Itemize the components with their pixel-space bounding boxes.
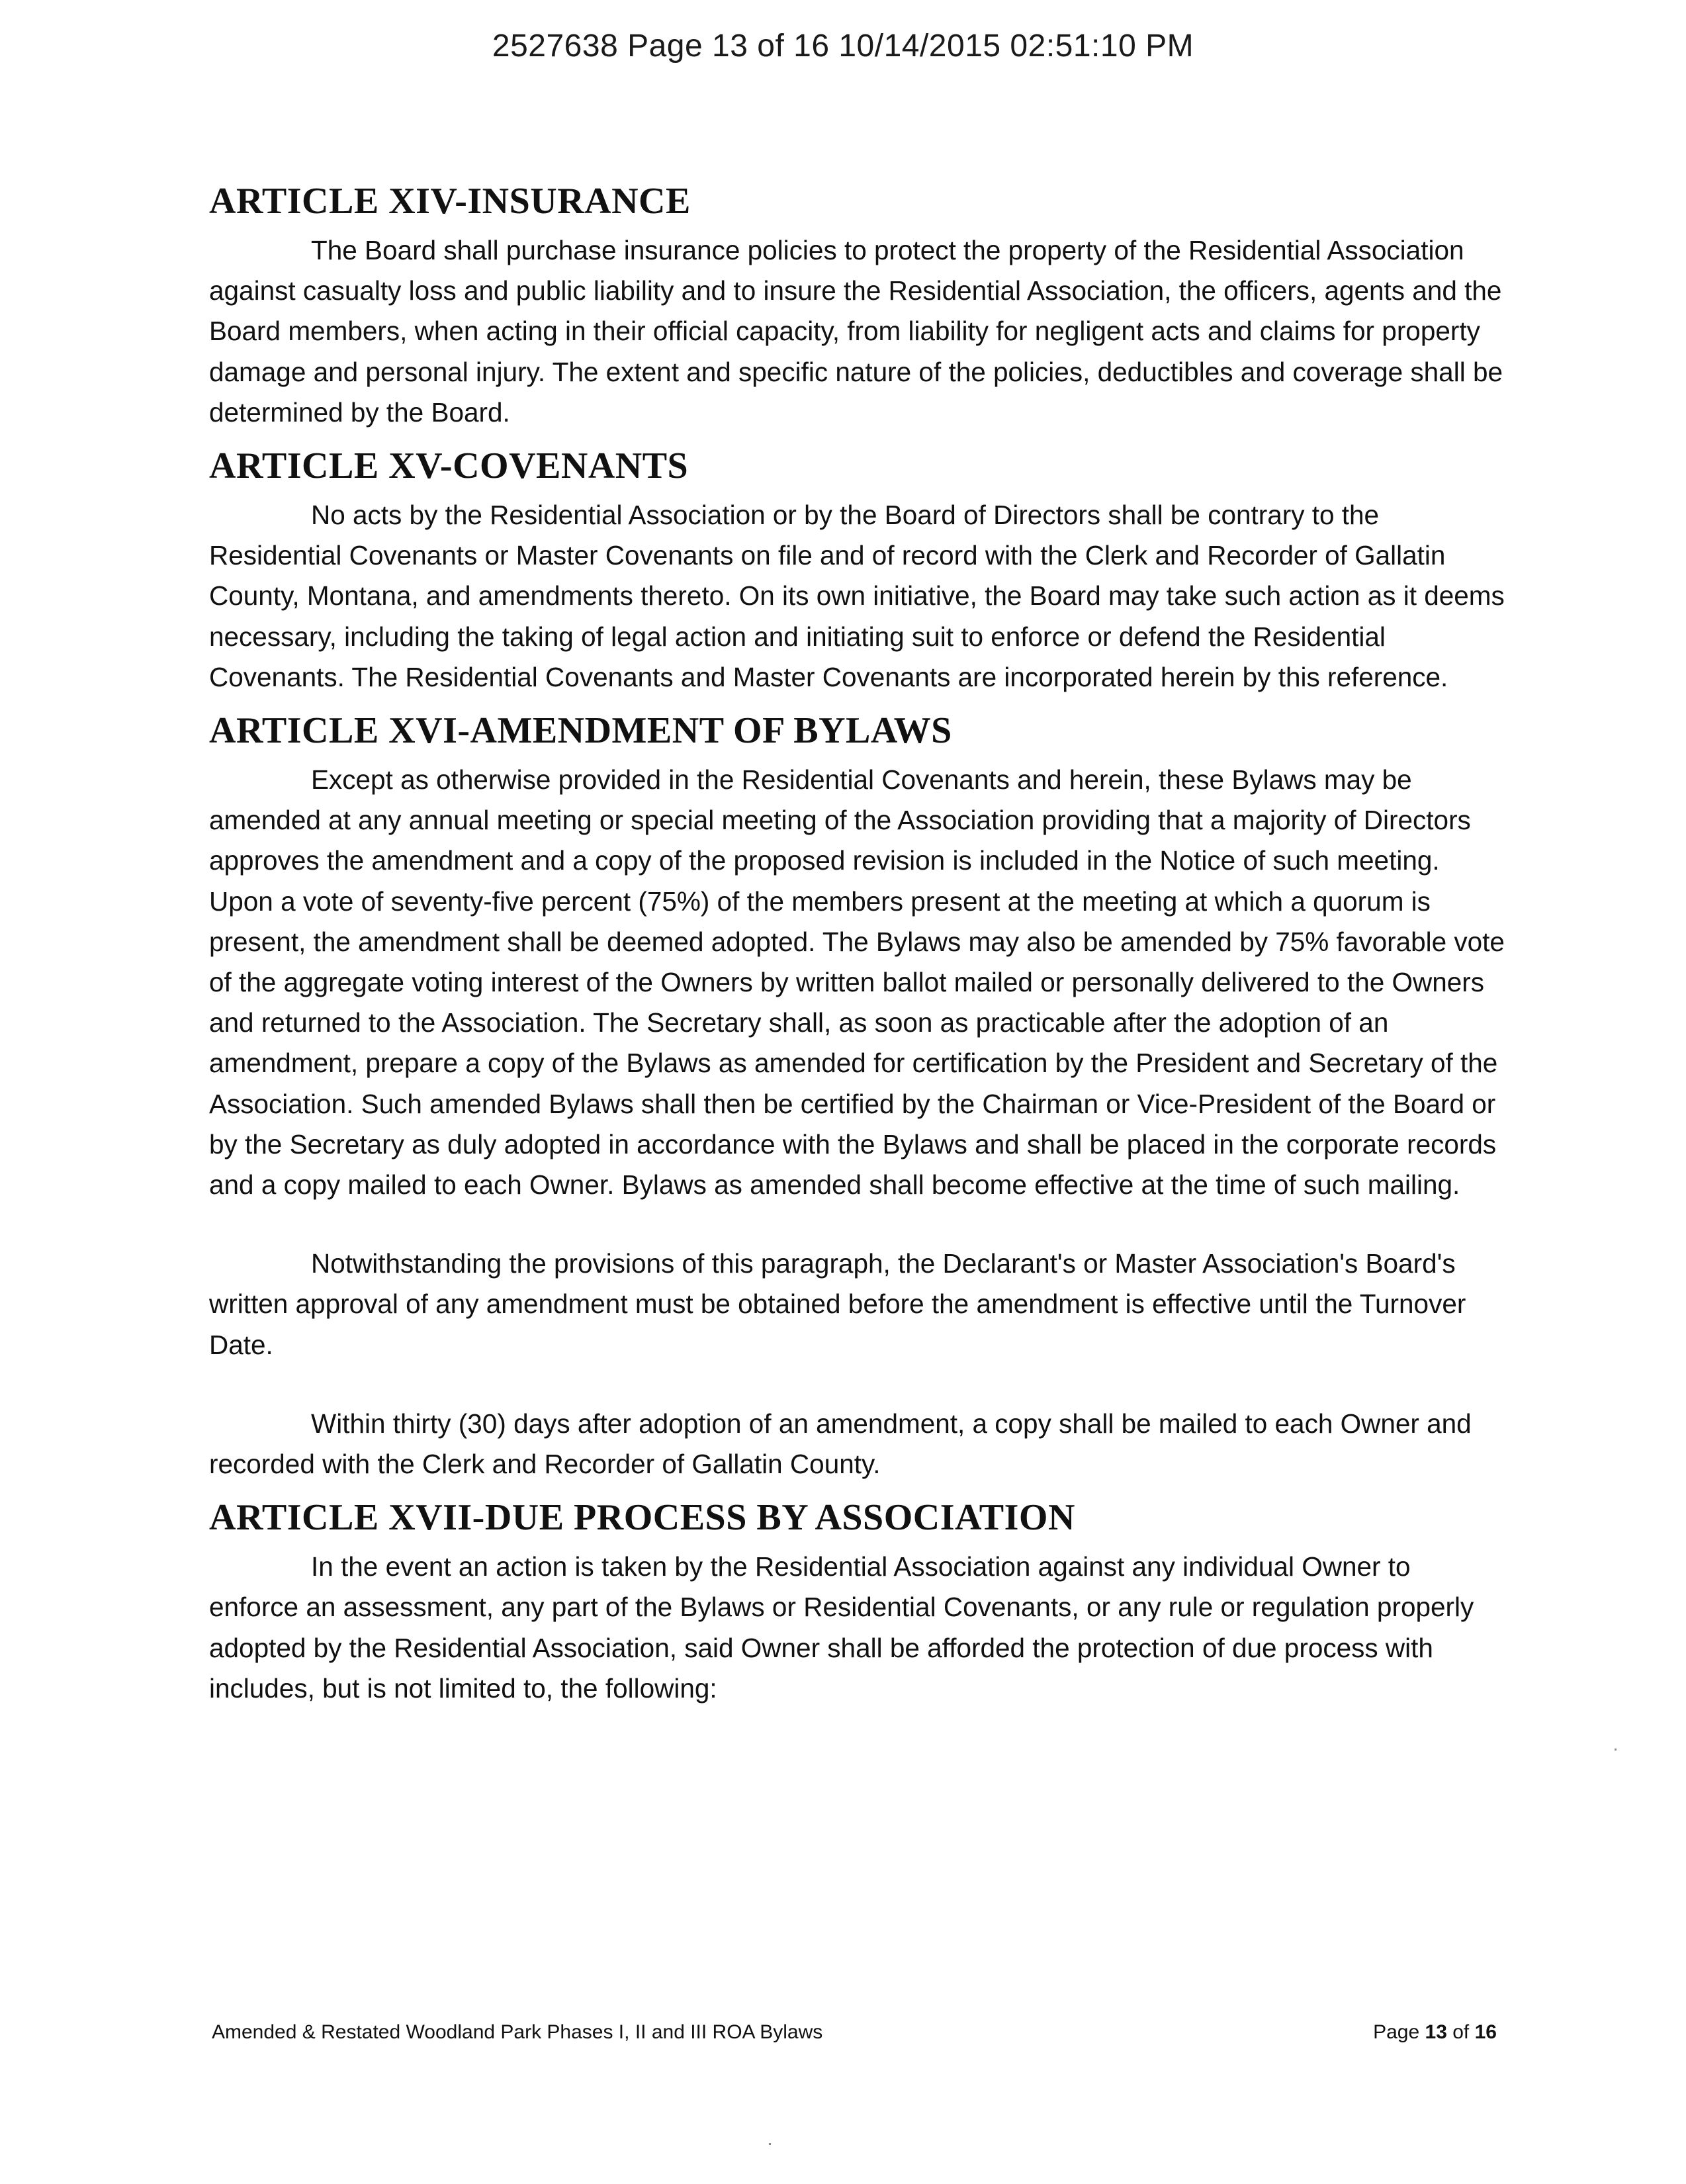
page-of: of bbox=[1452, 2021, 1470, 2043]
article-heading: ARTICLE XVI-AMENDMENT OF BYLAWS bbox=[209, 710, 952, 752]
page-current: 13 bbox=[1425, 2021, 1447, 2043]
article-paragraph: No acts by the Residential Association or by the Board of Directors shall be contrary to the Residential Covenants or Master Covenants on file and of record with the Clerk and Recorder of Gallatin County, Montana, and amendments thereto. On its own initiative, the Board may take such action as it deems necessary, including the taking of legal action and initiating suit to enforce or defend the Residential Covenants. The Residential Covenants and Master Covenants are incorporated herein by this reference. bbox=[209, 500, 1505, 692]
scan-speck bbox=[1615, 1749, 1617, 1751]
article-xiv bbox=[209, 177, 1506, 433]
article-paragraph: Within thirty (30) days after adoption of an amendment, a copy shall be mailed to each Owner and recorded with the Clerk and Recorder of Gallatin County. bbox=[209, 1408, 1472, 1480]
article-xvi bbox=[209, 707, 1506, 1484]
article-heading: ARTICLE XIV-INSURANCE bbox=[209, 181, 691, 222]
document-body bbox=[209, 177, 1506, 1718]
article-paragraph: In the event an action is taken by the Residential Association against any individual Owner to enforce an assessment, any part of the Bylaws or Residential Covenants, or any rule or regulation properly adopted by the Residential Association, said Owner shall be afforded the protection of due process with includes, but is not limited to, the following: bbox=[209, 1551, 1474, 1704]
article-paragraph: The Board shall purchase insurance policies to protect the property of the Residential Association against casualty loss and public liability and to insure the Residential Association, the officers, agents and the Board members, when acting in their official capacity, from liability for negligent acts and claims for property damage and personal injury. The extent and specific nature of the policies, deductibles and coverage shall be determined by the Board. bbox=[209, 235, 1503, 428]
page-label: Page bbox=[1373, 2021, 1420, 2043]
article-xv bbox=[209, 442, 1506, 698]
article-paragraph: Except as otherwise provided in the Residential Covenants and herein, these Bylaws may be amended at any annual meeting or special meeting of the Association providing that a majority of Directors approves the amendment and a copy of the proposed revision is included in the Notice of such meeting. Upon a vote of seventy-five percent (75%) of the members present at the meeting at which a quorum is present, the amendment shall be deemed adopted. The Bylaws may also be amended by 75% favorable vote of the aggregate voting interest of the Owners by written ballot mailed or personally delivered to the Owners and returned to the Association. The Secretary shall, as soon as practicable after the adoption of an amendment, prepare a copy of the Bylaws as amended for certification by the President and Secretary of the Association. Such amended Bylaws shall then be certified by the Chairman or Vice-President of the Board or by the Secretary as duly adopted in accordance with the Bylaws and shall be placed in the corporate records and a copy mailed to each Owner. Bylaws as amended shall become effective at the time of such mailing. bbox=[209, 764, 1505, 1201]
footer-page-number bbox=[1373, 2021, 1497, 2044]
page-footer bbox=[212, 2021, 1497, 2044]
recording-stamp: 2527638 Page 13 of 16 10/14/2015 02:51:10 PM bbox=[492, 28, 1194, 64]
article-xvii bbox=[209, 1494, 1506, 1709]
article-paragraph: Notwithstanding the provisions of this paragraph, the Declarant's or Master Association's Board's written approval of any amendment must be obtained before the amendment is effective until the Turnover Date. bbox=[209, 1248, 1466, 1360]
scan-speck bbox=[769, 2143, 771, 2145]
footer-document-title: Amended & Restated Woodland Park Phases I, II and III ROA Bylaws bbox=[212, 2021, 823, 2043]
article-heading: ARTICLE XVII-DUE PROCESS BY ASSOCIATION bbox=[209, 1497, 1075, 1539]
article-heading: ARTICLE XV-COVENANTS bbox=[209, 445, 689, 487]
page-total: 16 bbox=[1474, 2021, 1497, 2043]
